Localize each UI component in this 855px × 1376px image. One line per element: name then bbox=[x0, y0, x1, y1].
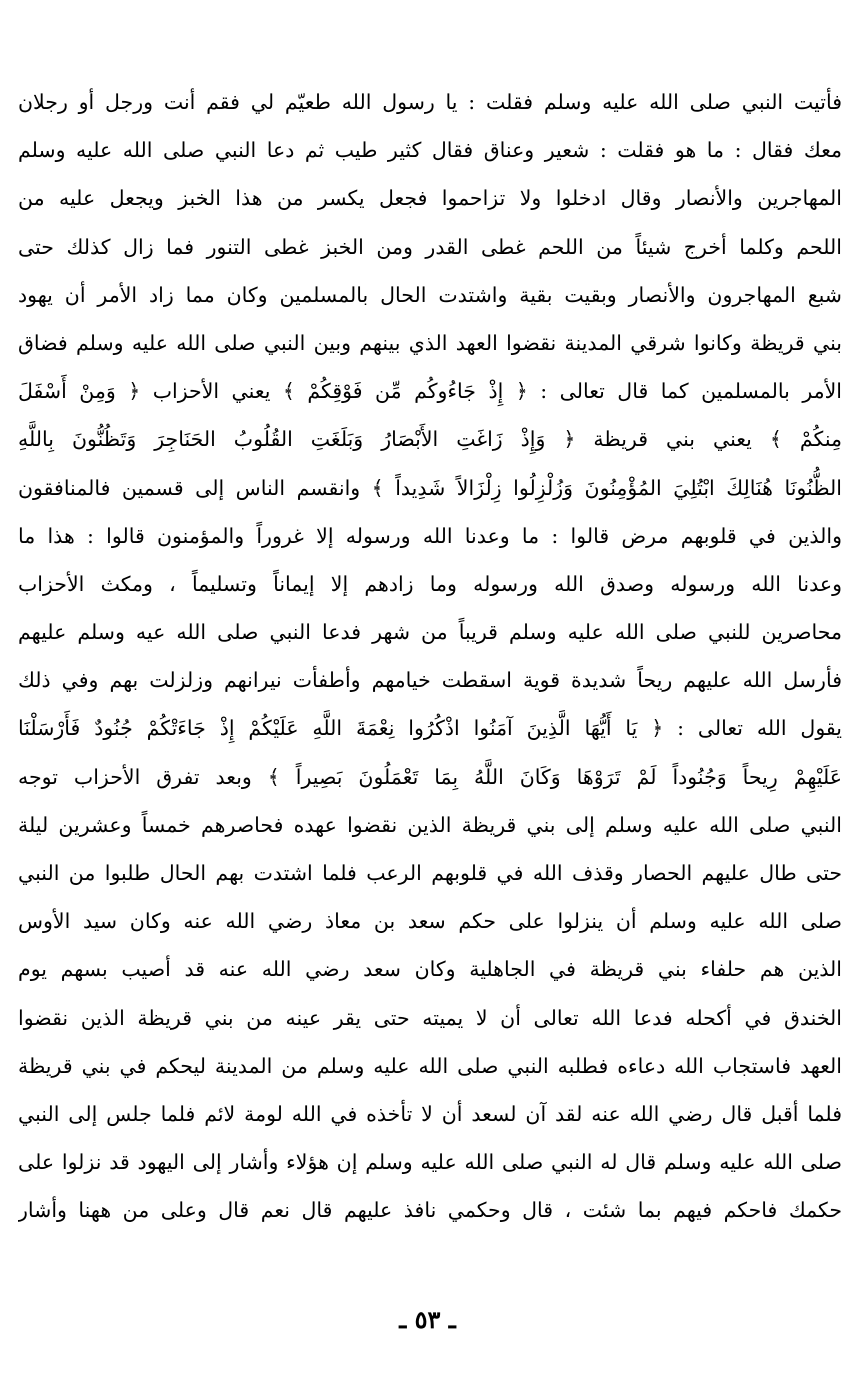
text-line: حكمك فاحكم فيهم بما شئت ، قال وحكمي نافذ عليهم قال نعم قال وعلى من ههنا وأشار bbox=[18, 1198, 842, 1223]
text-line: حتى طال عليهم الحصار وقذف الله في قلوبهم الرعب فلما اشتدت بهم الحال طلبوا من النبي bbox=[18, 861, 842, 885]
text-line: الأمر بالمسلمين كما قال تعالى : ﴿ إِذْ جَاءُوكُم مِّن فَوْقِكُمْ ﴾ يعني الأحزاب ﴿ وَمِنْ أَسْفَلَ bbox=[18, 379, 842, 404]
text-line: فأتيت النبي صلى الله عليه وسلم فقلت : يا رسول الله طعيّم لي فقم أنت ورجل أو رجلان bbox=[18, 90, 842, 114]
text-line: معك فقال : ما هو فقلت : شعير وعناق فقال كثير طيب ثم دعا النبي صلى الله عليه وسلم bbox=[18, 138, 842, 163]
text-line: العهد فاستجاب الله دعاءه فطلبه النبي صلى الله عليه وسلم من المدينة ليحكم في بني قريظة bbox=[18, 1053, 842, 1078]
text-line: المهاجرين والأنصار وقال ادخلوا ولا تزاحموا فجعل يكسر من هذا الخبز ويجعل عليه من bbox=[18, 186, 842, 211]
text-line: فلما أقبل قال رضي الله عنه لقد آن لسعد أن لا تأخذه في الله لومة لائم فلما جلس إلى النبي bbox=[18, 1101, 842, 1126]
text-line: اللحم وكلما أخرج شيئاً من اللحم غطى القدر ومن الخبز غطى التنور فما زال كذلك حتى bbox=[18, 234, 842, 259]
text-line: والذين في قلوبهم مرض قالوا : ما وعدنا الله ورسوله إلا غروراً والمؤمنون قالوا : هذا ما bbox=[18, 523, 842, 548]
text-line: النبي صلى الله عليه وسلم إلى بني قريظة الذين نقضوا عهده فحاصرهم خمساً وعشرين ليلة bbox=[18, 812, 842, 837]
text-line: عَلَيْهِمْ رِيحاً وَجُنُوداً لَمْ تَرَوْهَا وَكَانَ اللَّهُ بِمَا تَعْمَلُونَ بَصِيراً ﴾ وبعد تفرق الأحزاب توجه bbox=[18, 764, 842, 789]
text-line: الخندق في أكحله فدعا الله تعالى أن لا يميته حتى يقر عينه من بني قريظة الذين نقضوا bbox=[18, 1005, 842, 1030]
text-line: بني قريظة وكانوا شرقي المدينة نقضوا العهد الذي بينهم وبين النبي صلى الله عليه وسلم فضاق bbox=[18, 330, 842, 355]
text-line: شبع المهاجرون والأنصار وبقيت بقية واشتدت الحال بالمسلمين وكان مما زاد الأمر أن يهود bbox=[18, 282, 842, 307]
text-line: يقول الله تعالى : ﴿ يَا أَيُّهَا الَّذِينَ آمَنُوا اذْكُرُوا نِعْمَةَ اللَّهِ عَلَيْكُمْ إِذْ جَاءَتْكُمْ جُنُودٌ فَأَرْسَلْنَا bbox=[18, 716, 842, 741]
text-line: الذين هم حلفاء بني قريظة في الجاهلية وكان سعد رضي الله عنه قد أصيب بسهم يوم bbox=[18, 957, 842, 982]
text-line: صلى الله عليه وسلم قال له النبي صلى الله عليه وسلم إن هؤلاء وأشار إلى اليهود قد نزلوا على bbox=[18, 1150, 842, 1175]
page-number: ـ ٥٣ ـ bbox=[399, 1305, 456, 1334]
text-line: مِنكُمْ ﴾ يعني بني قريظة ﴿ وَإِذْ زَاغَتِ الأَبْصَارُ وَبَلَغَتِ القُلُوبُ الحَنَاجِرَ وَتَظُنُّونَ بِاللَّهِ bbox=[18, 427, 842, 452]
body-text bbox=[18, 78, 842, 1318]
text-line: فأرسل الله عليهم ريحاً شديدة قوية اسقطت خيامهم وأطفأت نيرانهم وزلزلت بهم وفي ذلك bbox=[18, 668, 842, 693]
text-line: الظُّنُونَا هُنَالِكَ ابْتُلِيَ المُؤْمِنُونَ وَزُلْزِلُوا زِلْزَالاً شَدِيداً ﴾ وانقسم الناس إلى قسمين فالمنافقون bbox=[18, 475, 842, 500]
text-line: صلى الله عليه وسلم أن ينزلوا على حكم سعد بن معاذ رضي الله عنه وكان سيد الأوس bbox=[18, 909, 842, 934]
text-line: محاصرين للنبي صلى الله عليه وسلم قريباً من شهر فدعا النبي صلى الله عيه وسلم عليهم bbox=[18, 620, 842, 645]
text-line: وعدنا الله ورسوله وصدق الله ورسوله وما زادهم إلا إيماناً وتسليماً ، ومكث الأحزاب bbox=[18, 571, 842, 596]
